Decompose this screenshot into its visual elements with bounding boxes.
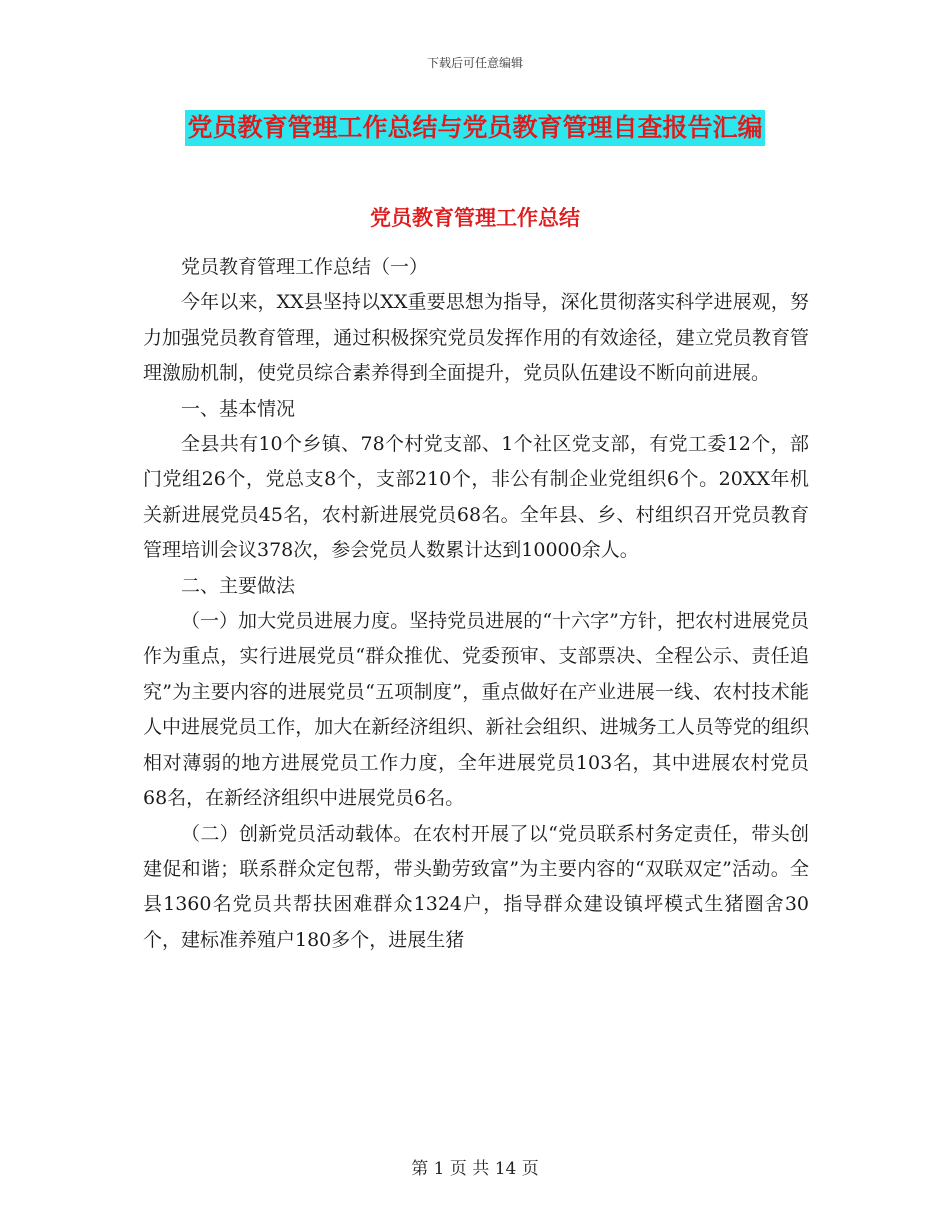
paragraph-subtitle: 党员教育管理工作总结（一）	[181, 256, 429, 278]
paragraph-practice-2: （二）创新党员活动载体。在农村开展了以“党员联系村务定责任，带头创建促和谐；联系群众定包帮，带头勤劳致富”为主要内容的“双联双定”活动。全县1360名党员共帮扶困难群众1324户，指导群众建设镇坪模式生猪圈舍30个，建标准养殖户180多个，进展生猪	[143, 822, 809, 951]
document-title	[0, 110, 950, 146]
paragraph-basic-situation: 全县共有10个乡镇、78个村党支部、1个社区党支部，有党工委12个，部门党组26个，党总支8个，支部210个，非公有制企业党组织6个。20XX年机关新进展党员45名，农村新进展党员68名。全年县、乡、村组织召开党员教育管理培训会议378次，参会党员人数累计达到10000余人。	[143, 433, 809, 562]
heading-basic-situation: 一、基本情况	[181, 397, 296, 420]
heading-main-practices: 二、主要做法	[181, 574, 296, 597]
paragraph-intro: 今年以来，XX县坚持以XX重要思想为指导，深化贯彻落实科学进展观，努力加强党员教育管理，通过积极探究党员发挥作用的有效途径，建立党员教育管理激励机制，使党员综合素养得到全面提升，党员队伍建设不断向前进展。	[143, 291, 809, 385]
section-title: 党员教育管理工作总结	[370, 206, 580, 230]
paragraph-practice-1: （一）加大党员进展力度。坚持党员进展的“十六字”方针，把农村进展党员作为重点，实行进展党员“群众推优、党委预审、支部票决、全程公示、责任追究”为主要内容的进展党员“五项制度”，重点做好在产业进展一线、农村技术能人中进展党员工作，加大在新经济组织、新社会组织、进城务工人员等党的组织相对薄弱的地方进展党员工作力度，全年进展党员103名，其中进展农村党员68名，在新经济组织中进展党员6名。	[143, 610, 809, 810]
document-body	[143, 250, 809, 958]
page-number: 第 1 页 共 14 页	[411, 1159, 539, 1179]
page-header-note: 下载后可任意编辑	[426, 56, 523, 70]
document-title-text: 党员教育管理工作总结与党员教育管理自查报告汇编	[185, 110, 764, 146]
